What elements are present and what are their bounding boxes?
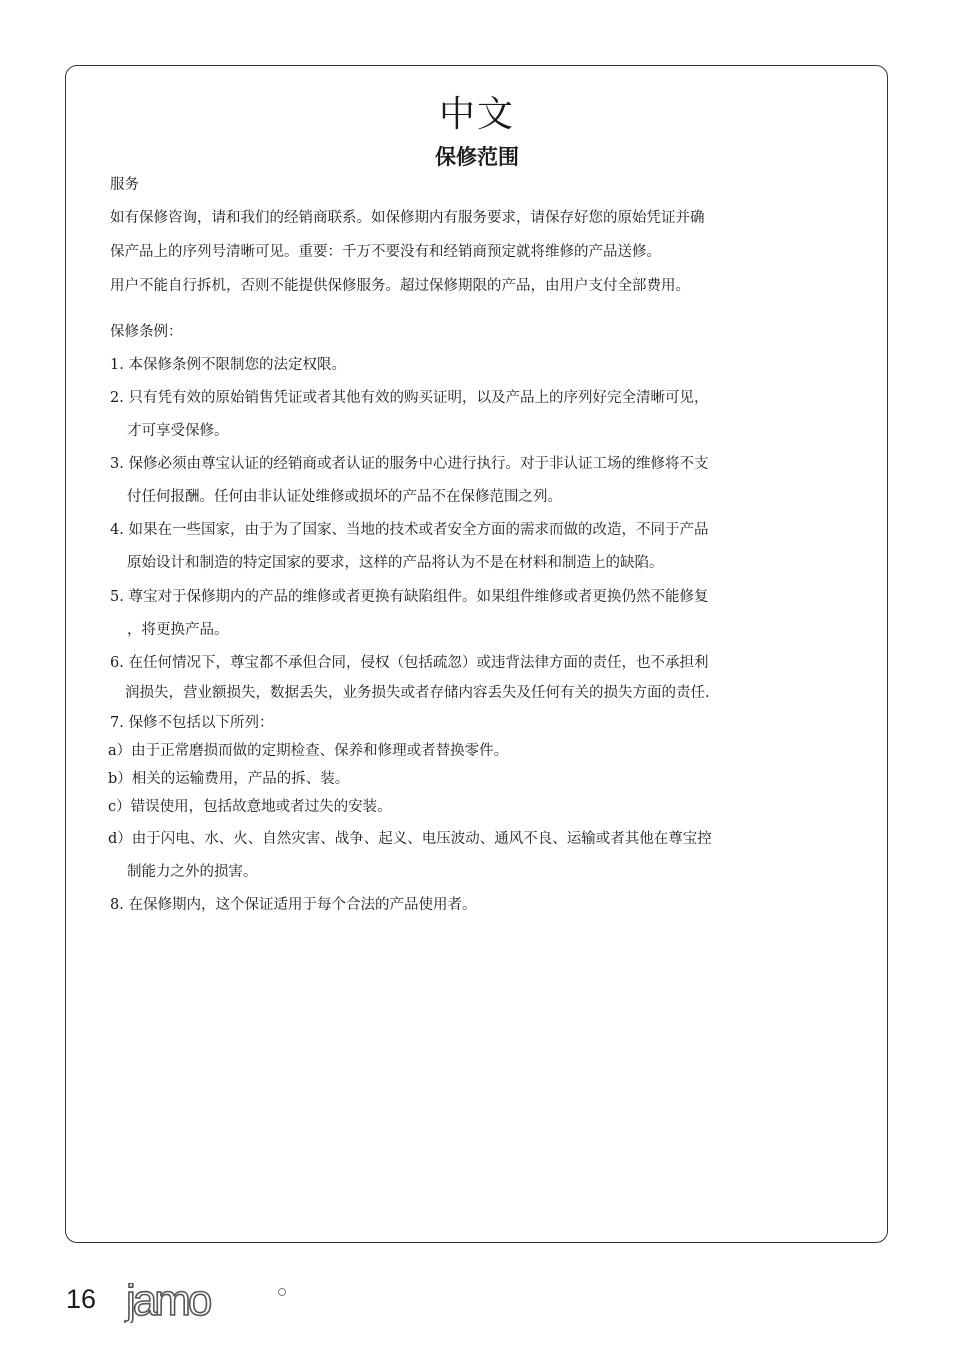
term-item-5: 5. 尊宝对于保修期内的产品的维修或者更换有缺陷组件。如果组件维修或者更换仍然不能修复 bbox=[110, 589, 709, 605]
term-item-8: 8. 在保修期内，这个保证适用于每个合法的产品使用者。 bbox=[110, 897, 477, 913]
section-title: 保修范围 bbox=[435, 145, 519, 169]
term-item-2-cont: 才可享受保修。 bbox=[127, 423, 229, 439]
term-item-3: 3. 保修必须由尊宝认证的经销商或者认证的服务中心进行执行。对于非认证工场的维修将不支 bbox=[110, 456, 709, 472]
service-line: 保产品上的序列号清晰可见。重要：千万不要没有和经销商预定就将维修的产品送修。 bbox=[110, 244, 661, 260]
term-item-4-cont: 原始设计和制造的特定国家的要求，这样的产品将认为不是在材料和制造上的缺陷。 bbox=[127, 555, 664, 571]
jamo-logo bbox=[124, 1283, 288, 1323]
term-item-7d-cont: 制能力之外的损害。 bbox=[127, 864, 258, 880]
service-line: 如有保修咨询，请和我们的经销商联系。如保修期内有服务要求，请保存好您的原始凭证并确 bbox=[110, 210, 705, 226]
term-item-2: 2. 只有凭有效的原始销售凭证或者其他有效的购买证明，以及产品上的序列好完全清晰可见， bbox=[110, 390, 709, 406]
jamo-logo-text: jamo bbox=[126, 1283, 210, 1323]
registered-mark-icon bbox=[279, 1289, 286, 1296]
term-item-7b: b）相关的运输费用，产品的拆、装。 bbox=[108, 771, 350, 787]
term-item-3-cont: 付任何报酬。任何由非认证处维修或损坏的产品不在保修范围之列。 bbox=[127, 489, 562, 505]
term-item-7: 7. 保修不包括以下所列： bbox=[110, 715, 274, 731]
term-item-7a: a）由于正常磨损而做的定期检查、保养和修理或者替换零件。 bbox=[108, 743, 509, 759]
term-item-1: 1. 本保修条例不限制您的法定权限。 bbox=[110, 357, 346, 373]
term-item-7d: d）由于闪电、水、火、自然灾害、战争、起义、电压波动、通风不良、运输或者其他在尊宝控 bbox=[108, 831, 712, 847]
page-number: 16 bbox=[66, 1284, 97, 1314]
service-heading: 服务 bbox=[110, 177, 139, 193]
terms-heading: 保修条例： bbox=[110, 324, 183, 340]
term-item-4: 4. 如果在一些国家，由于为了国家、当地的技术或者安全方面的需求而做的改造，不同于产品 bbox=[110, 522, 709, 538]
service-line: 用户不能自行拆机，否则不能提供保修服务。超过保修期限的产品，由用户支付全部费用。 bbox=[110, 278, 690, 294]
term-item-6-cont: 润损失，营业额损失，数据丢失，业务损失或者存储内容丢失及任何有关的损失方面的责任. bbox=[125, 685, 710, 701]
term-item-6: 6. 在任何情况下，尊宝都不承但合同，侵权（包括疏忽）或违背法律方面的责任，也不承担利 bbox=[110, 655, 709, 671]
page-title: 中文 bbox=[438, 94, 515, 135]
term-item-5-cont: ，将更换产品。 bbox=[127, 622, 229, 638]
term-item-7c: c）错误使用，包括故意地或者过失的安装。 bbox=[108, 799, 392, 815]
